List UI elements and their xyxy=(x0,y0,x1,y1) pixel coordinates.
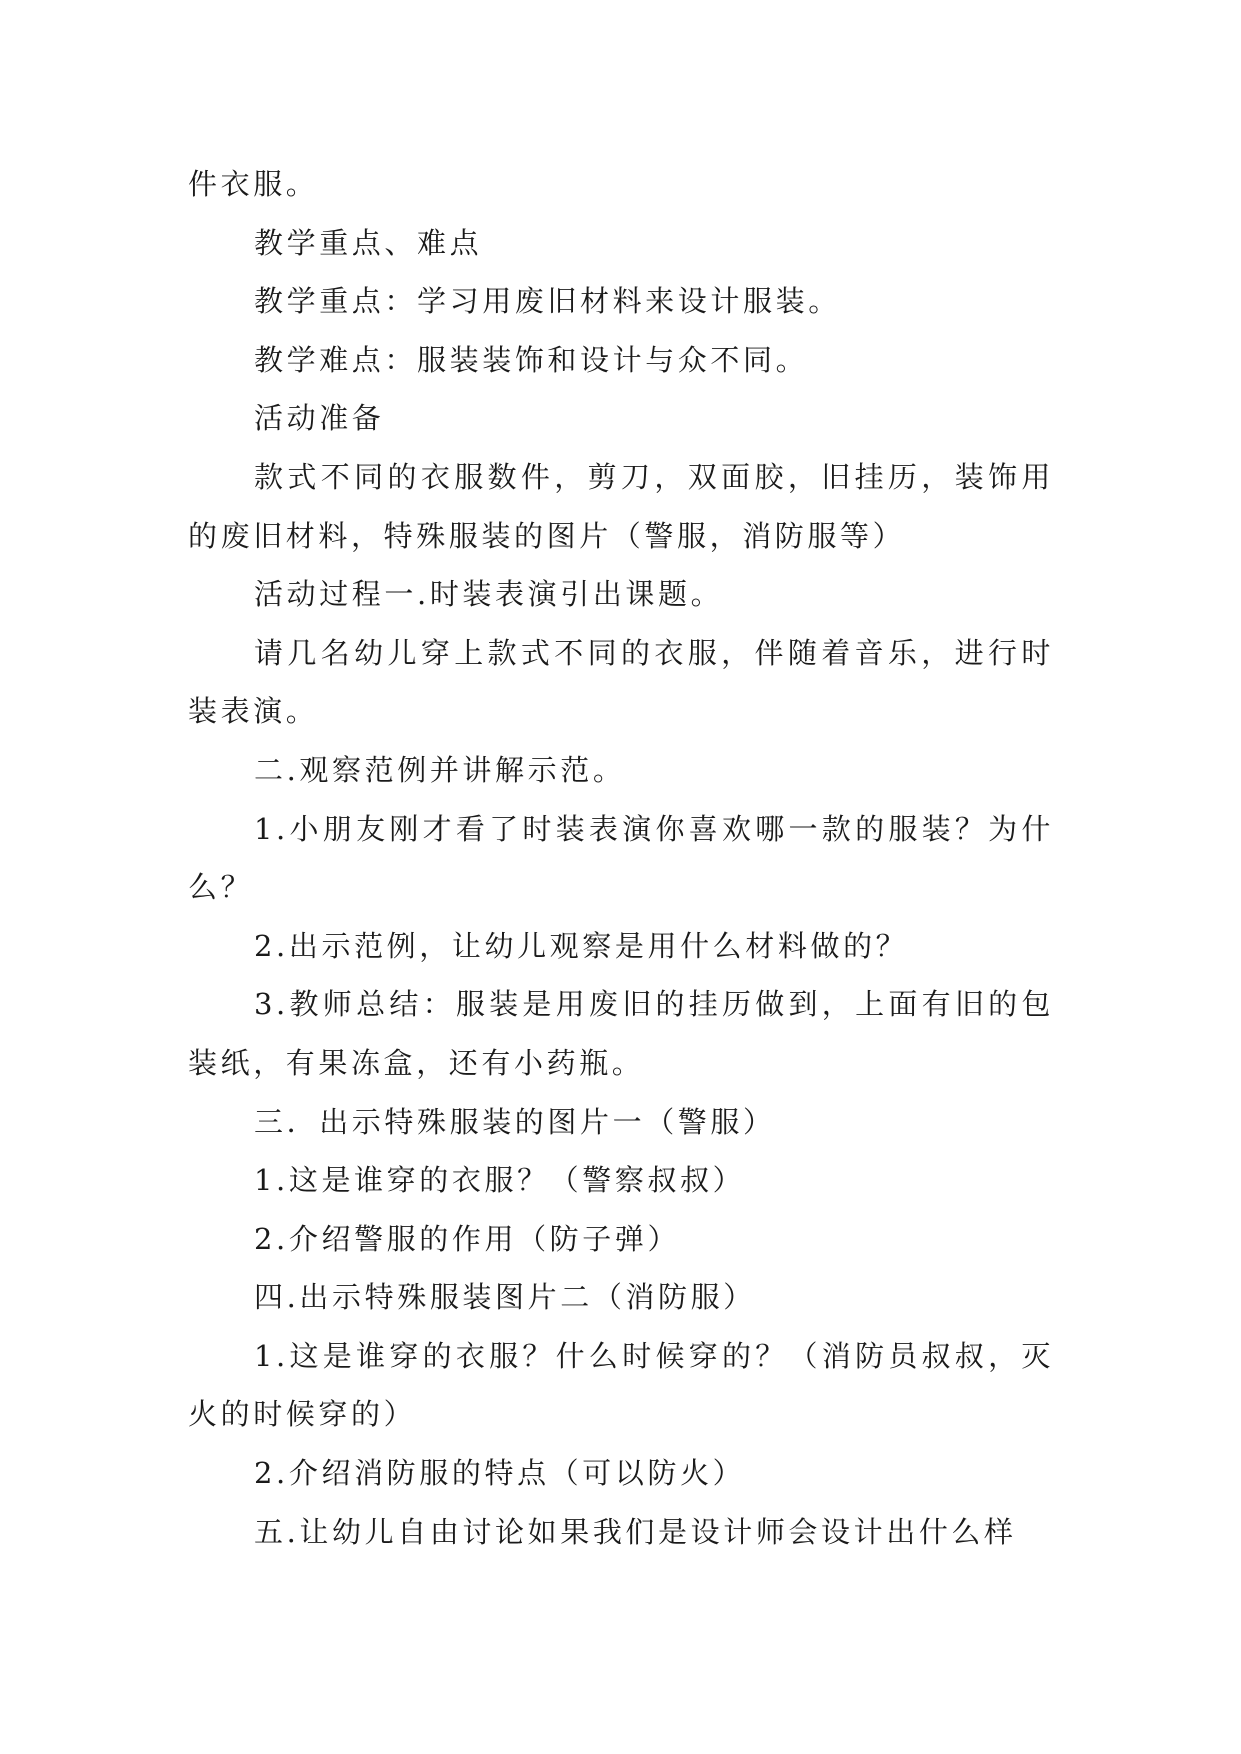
list-item: 2.出示范例，让幼儿观察是用什么材料做的？ xyxy=(254,928,909,963)
heading-step-three: 三．出示特殊服装的图片一（警服） xyxy=(254,1104,776,1139)
paragraph-materials: 款式不同的衣服数件，剪刀，双面胶，旧挂历，装饰用的废旧材料，特殊服装的图片（警服，消防服等） xyxy=(188,459,1054,553)
paragraph-fashion-show: 请几名幼儿穿上款式不同的衣服，伴随着音乐，进行时装表演。 xyxy=(188,635,1054,729)
list-item: 2.介绍消防服的特点（可以防火） xyxy=(254,1456,746,1491)
list-item: 1.小朋友刚才看了时装表演你喜欢哪一款的服装？为什么？ xyxy=(188,811,1054,905)
document-body xyxy=(188,155,1054,1561)
paragraph-teaching-difficulty: 教学难点：服装装饰和设计与众不同。 xyxy=(254,342,809,377)
heading-teaching-focus: 教学重点、难点 xyxy=(254,225,483,260)
heading-activity-preparation: 活动准备 xyxy=(254,401,385,436)
list-item: 1.这是谁穿的衣服？什么时候穿的？（消防员叔叔，灭火的时候穿的） xyxy=(188,1338,1054,1432)
list-item: 2.介绍警服的作用（防子弹） xyxy=(254,1221,681,1256)
list-item: 3.教师总结：服装是用废旧的挂历做到，上面有旧的包装纸，有果冻盒，还有小药瓶。 xyxy=(188,987,1054,1080)
heading-activity-process: 活动过程一.时装表演引出课题。 xyxy=(254,577,724,612)
heading-step-two: 二.观察范例并讲解示范。 xyxy=(254,752,626,787)
list-item: 1.这是谁穿的衣服？（警察叔叔） xyxy=(254,1163,746,1198)
heading-step-four: 四.出示特殊服装图片二（消防服） xyxy=(254,1280,756,1315)
paragraph-teaching-key-point: 教学重点：学习用废旧材料来设计服装。 xyxy=(254,284,841,319)
heading-step-five: 五.让幼儿自由讨论如果我们是设计师会设计出什么样 xyxy=(254,1514,1017,1549)
paragraph-continuation: 件衣服。 xyxy=(188,167,319,201)
